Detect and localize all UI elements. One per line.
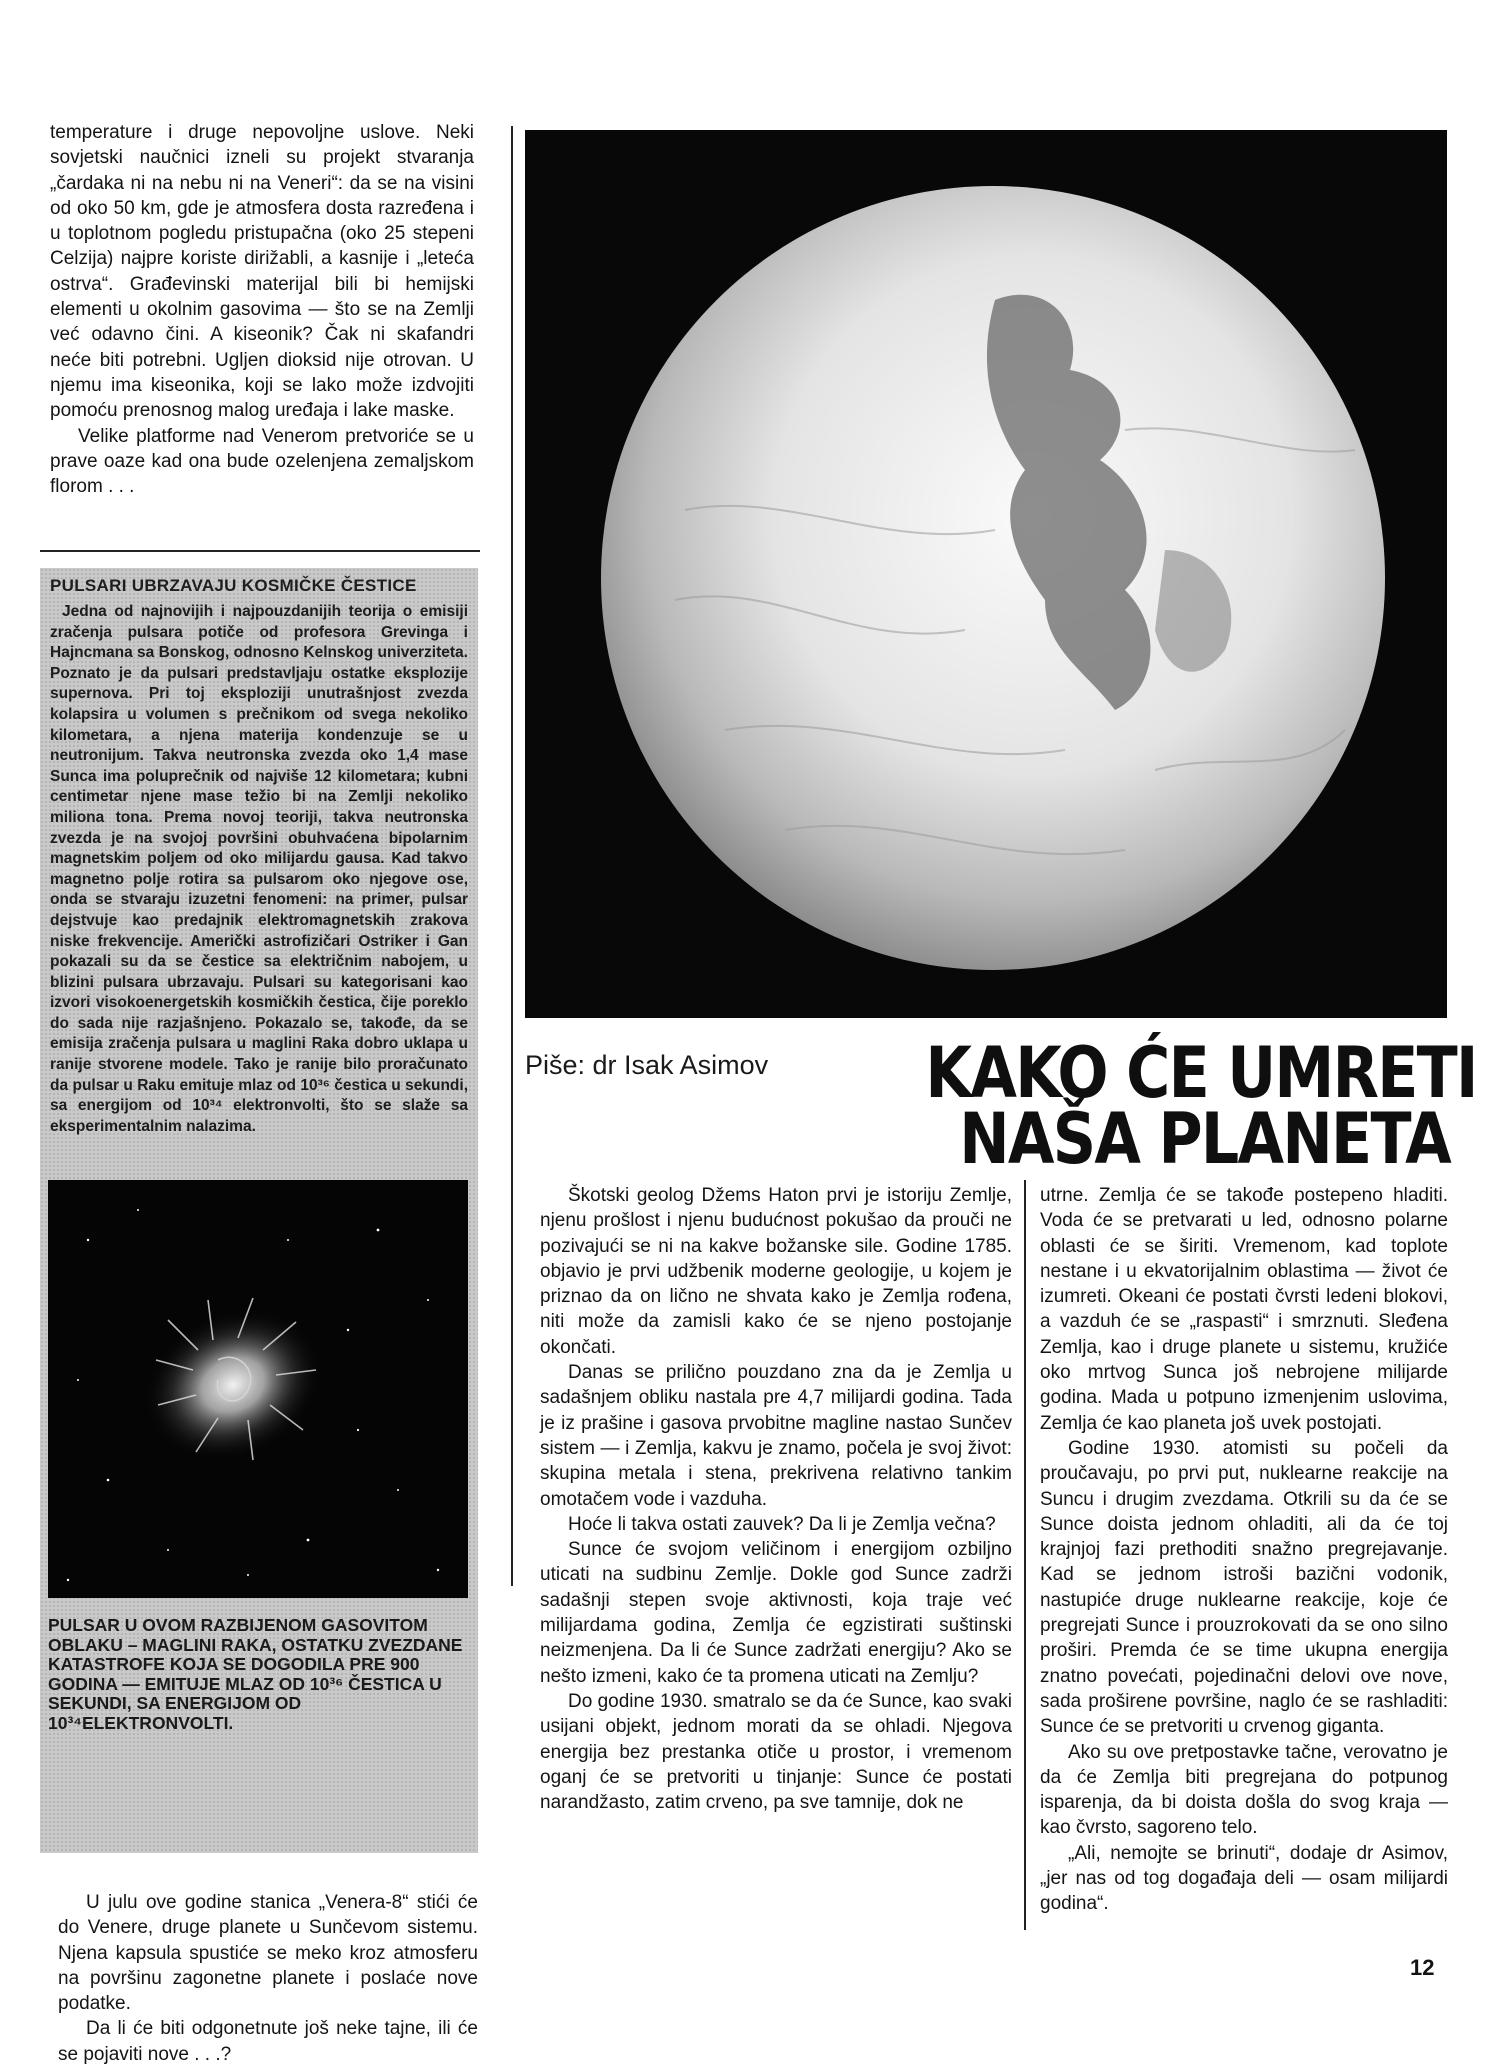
paragraph: Ako su ove pretpostavke tačne, verovatno je da će Zemlja biti pregrejana do potpunog isparenja, da bi doista došla do svog kraja — kao čvrsto, sagoreno telo. xyxy=(1040,1741,1448,1839)
crab-nebula-photo xyxy=(48,1180,468,1598)
byline: Piše: dr Isak Asimov xyxy=(525,1050,769,1080)
paragraph: utrne. Zemlja će se takođe postepeno hladiti. Voda će se pretvarati u led, odnosno polarne oblasti će se širiti. Vremenom, kad toplote nestane i u ekvatorijalnim oblastima — život će izumreti. Okeani će postati čvrsti ledeni blokovi, a vazduh će se „raspasti“ i smrznuti. Sleđena Zemlja, kao i druge planete u sistemu, kružiće oko mrtvog Sunca još nebrojene milijarde godina. Mada u potpuno izmenjenim uslovima, Zemlja će kao planeta još uvek postojati. xyxy=(1040,1185,1448,1434)
earth-image xyxy=(525,130,1447,1018)
earth-photo xyxy=(525,130,1447,1018)
paragraph: Godine 1930. atomisti su počeli da proučavaju, po prvi put, nuklearne reakcije na Suncu i drugim zvezdama. Otkrili su da će se Sunce doista jednom ohladiti, ali da će toj krajnjoj fazi prethoditi snažno pregrejavanje. Kad se jednom istroši bazični vodonik, nastupiće druge nuklearne reakcije, koje će pregrejati Sunce i prouzrokovati da se ono silno proširi. Premda će se time ukupna energija znatno povećati, pojedinačni delovi ove nove, sada proširene površine, naglo će se rashladiti: Sunce će se pretvoriti u crvenog giganta. xyxy=(1040,1437,1448,1738)
sidebar-title: PULSARI UBRZAVAJU KOSMIČKE ČESTICE xyxy=(50,576,417,595)
paragraph: Danas se prilično pouzdano zna da je Zemlja u sadašnjem obliku nastala pre 4,7 milijardi godina. Tada je iz prašine i gasova prvobitne magline nastao Sunčev sistem — i Zemlja, kakvu je znamo, počela je svoj život: skupina metala i stena, prekrivena relativno tankim omotačem vode i vazduha. xyxy=(540,1362,1012,1510)
paragraph: Do godine 1930. smatralo se da će Sunce, kao svaki usijani objekt, jednom morati da se ohladi. Njegova energija bez prestanka otiče u prostor, i vremenom oganj će se pretvoriti u tinjanje: Sunce će postati narandžasto, zatim crveno, pa sve tamnije, dok ne xyxy=(540,1690,1012,1814)
divider xyxy=(40,550,480,552)
right-column xyxy=(1040,1183,1448,1917)
crab-nebula-image xyxy=(48,1180,468,1598)
paragraph: Da li će biti odgonetnute još neke tajne, ili će se pojaviti nove . . .? xyxy=(58,2018,478,2065)
pulsar-sidebar xyxy=(40,568,478,1853)
headline-line: KAKO ĆE UMRETI xyxy=(925,1032,1477,1114)
left-bottom-column xyxy=(58,1890,478,2067)
page-number: 12 xyxy=(1410,1955,1435,1980)
photo-caption: PULSAR U OVOM RAZBIJENOM GASOVITOM OBLAKU – MAGLINI RAKA, OSTATKU ZVEZDANE KATASTROFE KOJA SE DOGODILA PRE 900 GODINA — EMITUJE MLAZ OD 10³⁶ ČESTICA U SEKUNDI, SA ENERGIJOM OD 10³⁴ELEKTRONVOLTI. xyxy=(48,1615,463,1733)
paragraph: Škotski geolog Džems Haton prvi je istoriju Zemlje, njenu prošlost i njenu budućnost pokušao da prouči ne pozivajući se ni na kakve božanske sile. Godine 1785. objavio je prvi udžbenik moderne geologije, u kojem je priznao da on lično ne shvata kako je Zemlja rođena, niti može da zamisli kako će se njeno postojanje okončati. xyxy=(540,1185,1012,1358)
paragraph: Jedna od najnovijih i najpouzdanijih teorija o emisiji zračenja pulsara potiče od profesora Grevinga i Hajncmana sa Bonskog, odnosno Kelnskog univerziteta. Poznato je da pulsari predstavljaju ostatke eksplozije supernova. Pri toj eksploziji unutrašnjost zvezda kolapsira u volumen s prečnikom od svega nekoliko kilometara, a njena materija kondenzuje se u neutronijum. Takva neutronska zvezda oko 1,4 mase Sunca ima poluprečnik od najviše 12 kilometara; kubni centimetar njene mase težio bi na Zemlji nekoliko miliona tona. Prema novoj teoriji, takva neutronska zvezda je na svojoj površini obuhvaćena bipolarnim magnetskim poljem od oko milijardu gausa. Kad takvo magnetno polje rotira sa pulsarom oko njegove ose, onda se stvaraju izuzetni fenomeni: na primer, pulsar dejstvuje kao predajnik elektromagnetskih zrakova niske frekvencije. Američki astrofizičari Ostriker i Gan pokazali su da se čestice sa električnim nabojem, u blizini pulsara ubrzavaju. Pulsari su kategorisani kao izvori visokoenergetskih kosmičkih čestica, čije poreklo do sada nije razjašnjeno. Pokazalo se, takođe, da se emisija zračenja pulsara u maglini Raka dobro uklapa u ranije stvorene modele. Tako je ranije bilo proračunato da pulsar u Raku emituje mlaz od 10³⁶ čestica u sekundi, sa energijom od 10³⁴ elektronvolti, što se slaže sa eksperimentalnim nalazima. xyxy=(50,603,468,1135)
paragraph: Velike platforme nad Venerom pretvoriće se u prave oaze kad ona bude ozelenjena zemaljskom florom . . . xyxy=(50,425,474,498)
left-top-column xyxy=(50,120,474,499)
column-divider xyxy=(1024,1180,1026,1930)
paragraph: „Ali, nemojte se brinuti“, dodaje dr Asimov, „jer nas od tog događaja deli — osam milijardi godina“. xyxy=(1040,1842,1448,1915)
column-divider xyxy=(511,126,513,1586)
paragraph: U julu ove godine stanica „Venera-8“ stići će do Venere, druge planete u Sunčevom sistemu. Njena kapsula spustiće se meko kroz atmosferu na površinu zagonetne planete i poslaće nove podatke. xyxy=(58,1892,478,2015)
paragraph: Sunce će svojom veličinom i energijom ozbiljno uticati na sudbinu Zemlje. Dokle god Sunce zadrži sadašnji stepen svoje aktivnosti, koja traje već milijardama godina, Zemlja će egzistirati suštinski neizmenjena. Da li će Sunce zadržati energiju? Ako se nešto izmeni, kako će ta promena uticati na Zemlju? xyxy=(540,1539,1012,1687)
headline-line: NAŠA PLANETA xyxy=(959,1098,1450,1180)
paragraph: temperature i druge nepovoljne uslove. Neki sovjetski naučnici izneli su projekt stvaranja „čardaka ni na nebu ni na Veneri“: da se na visini od oko 50 km, gde je atmosfera dosta razređena i u toplotnom pogledu pristupačna (oko 25 stepeni Celzija) najpre koriste dirižabli, a kasnije i „leteća ostrva“. Građevinski materijal bili bi hemijski elementi u okolnim gasovima — što se na Zemlji već odavno čini. A kiseonik? Čak ni skafandri neće biti potrebni. Ugljen dioksid nije otrovan. U njemu ima kiseonika, koji se lako može izdvojiti pomoću prenosnog malog uređaja i lake maske. xyxy=(50,122,474,422)
article-headline xyxy=(925,1032,1477,1180)
paragraph: Hoće li takva ostati zauvek? Da li je Zemlja večna? xyxy=(568,1513,996,1535)
middle-column xyxy=(540,1183,1012,1815)
sidebar-text xyxy=(50,602,468,1137)
